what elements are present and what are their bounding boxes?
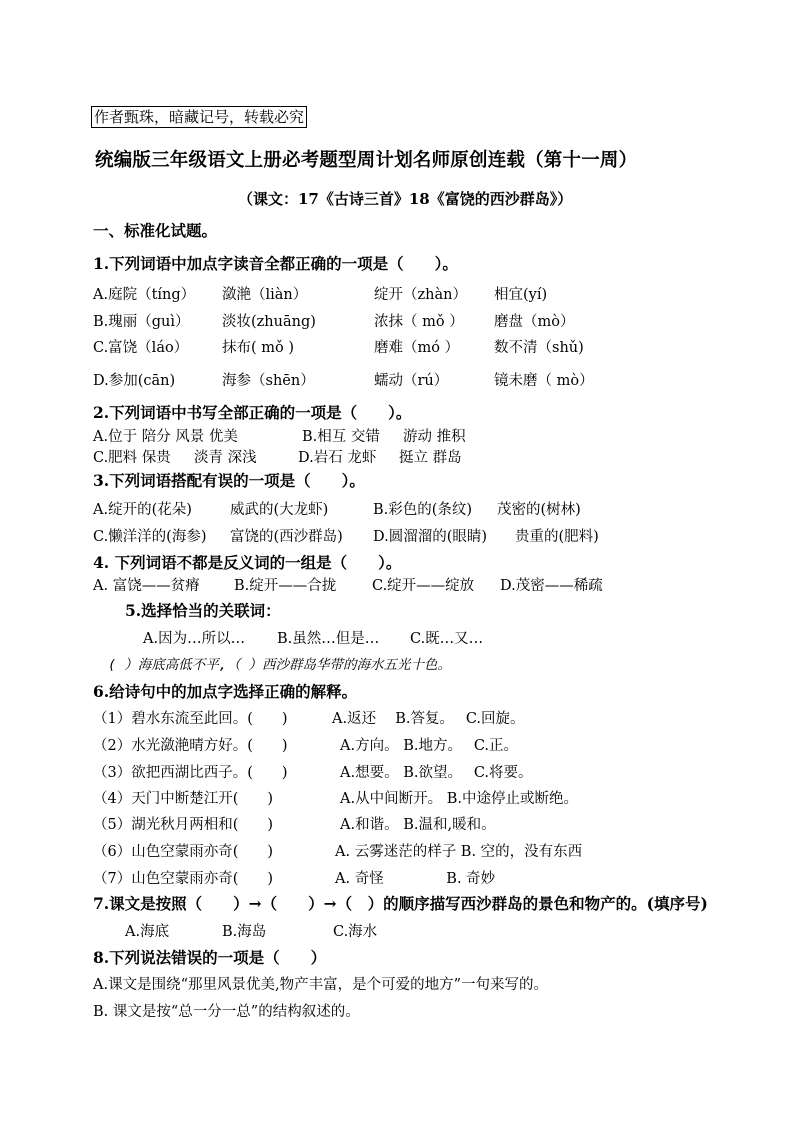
q6-item: （4）天门中断楚江开( ): [93, 791, 274, 807]
q1-option: 磨难（mó ）: [374, 340, 460, 356]
q1-option: 相宜(yí): [494, 287, 548, 303]
question-5-stem: 5.选择恰当的关联词：: [125, 601, 281, 620]
q4-option: B.绽开——合拢: [234, 578, 337, 594]
q6-item-options: A. 奇怪 B. 奇妙: [335, 871, 496, 887]
q6-item-options: A.返还 B.答复。 C.回旋。: [332, 711, 525, 727]
q1-option: 蠕动（rú）: [374, 373, 449, 389]
page-title: 统编版三年级语文上册必考题型周计划名师原创连载（第十一周）: [95, 150, 638, 171]
q3-option: 茂密的(树林): [497, 502, 581, 518]
q6-item-options: A. 云雾迷茫的样子 B. 空的，没有东西: [335, 844, 583, 860]
q3-option: D.圆溜溜的(眼睛): [373, 529, 488, 545]
q5-option: B.虽然…但是…: [277, 631, 380, 647]
q3-option: A.绽开的(花朵): [93, 502, 192, 518]
q1-option: 抹布( mǒ ): [222, 340, 295, 356]
q1-option: 磨盘（mò）: [494, 314, 575, 330]
q6-item-options: A.方向。 B.地方。 C.正。: [340, 738, 518, 754]
q6-item-options: A.和谐。 B.温和,暖和。: [340, 817, 496, 833]
q1-option: 海参（shēn）: [222, 373, 315, 389]
q7-option: A.海底: [125, 924, 170, 940]
q6-item: （1）碧水东流至此回。( ): [93, 711, 288, 727]
q6-item-options: A.从中间断开。 B.中途停止或断绝。: [340, 791, 578, 807]
q6-item: （7）山色空蒙雨亦奇( ): [93, 871, 274, 887]
q3-option: C.懒洋洋的(海参): [93, 529, 207, 545]
question-2-stem: 2.下列词语中书写全部正确的一项是（ ）。: [93, 403, 412, 422]
q4-option: A. 富饶——贫瘠: [93, 578, 200, 594]
q1-option: 淡妆(zhuāng): [222, 314, 316, 330]
q1-option: B.瑰丽（guì）: [93, 314, 190, 330]
q1-option: 绽开（zhàn）: [374, 287, 467, 303]
q7-option: C.海水: [333, 924, 378, 940]
q5-option: A.因为…所以…: [143, 631, 246, 647]
q1-option: 浓抹（ mǒ ）: [374, 314, 464, 330]
q1-option: 数不清（shǔ): [494, 340, 584, 356]
q1-option: D.参加(cān): [93, 373, 176, 389]
q1-option: 镜未磨（ mò）: [494, 373, 594, 389]
copyright-stamp: 作者甄珠，暗藏记号，转载必究: [91, 106, 307, 128]
question-4-stem: 4. 下列词语不都是反义词的一组是（ ）。: [93, 553, 402, 572]
question-1-stem: 1.下列词语中加点字读音全都正确的一项是（ ）。: [93, 254, 458, 273]
q2-option: D.岩石 龙虾: [298, 450, 377, 466]
q5-option: C.既…又…: [410, 631, 484, 647]
q4-option: D.茂密——稀疏: [500, 578, 603, 594]
question-3-stem: 3.下列词语搭配有误的一项是（ ）。: [93, 471, 365, 490]
q2-option: 淡青 深浅: [194, 450, 257, 466]
q6-item: （6）山色空蒙雨亦奇( ): [93, 844, 274, 860]
q3-option: 贵重的(肥料): [515, 529, 599, 545]
q1-option: 潋滟（liàn）: [222, 287, 308, 303]
q4-option: C.绽开——绽放: [372, 578, 475, 594]
q3-option: B.彩色的(条纹): [373, 502, 473, 518]
q2-option: 挺立 群岛: [399, 450, 462, 466]
q2-option: A.位于 陪分 风景 优美: [93, 429, 238, 445]
q1-option: C.富饶（láo）: [93, 340, 189, 356]
q2-option: 游动 推积: [403, 429, 466, 445]
q6-item: （3）欲把西湖比西子。( ): [93, 765, 288, 781]
q6-item-options: A.想要。 B.欲望。 C.将要。: [340, 765, 533, 781]
q3-option: 富饶的(西沙群岛): [230, 529, 343, 545]
question-6-stem: 6.给诗句中的加点字选择正确的解释。: [93, 682, 358, 701]
q1-option: A.庭院（tíng）: [93, 287, 196, 303]
q7-option: B.海岛: [222, 924, 267, 940]
question-8-stem: 8.下列说法错误的一项是（ ）: [93, 948, 327, 967]
q2-option: B.相互 交错: [302, 429, 380, 445]
q5-sentence: ( ）海底高低不平,（ ）西沙群岛华带的海水五光十色。: [108, 657, 452, 673]
q8-line: A.课文是围绕“那里风景优美,物产丰富，是个可爱的地方”一句来写的。: [93, 977, 549, 993]
section-heading: 一、标准化试题。: [93, 221, 218, 240]
q8-line: B. 课文是按“总一分一总”的结构叙述的。: [93, 1004, 360, 1020]
q6-item: （5）湖光秋月两相和( ): [93, 817, 274, 833]
question-7-stem: 7.课文是按照（ ）→（ ）→（ ）的顺序描写西沙群岛的景色和物产的。(填序号): [93, 894, 708, 913]
q3-option: 威武的(大龙虾): [230, 502, 329, 518]
page-subtitle: （课文：17《古诗三首》18《富饶的西沙群岛》）: [238, 190, 573, 208]
q2-option: C.肥料 保贵: [93, 450, 171, 466]
q6-item: （2）水光潋滟晴方好。( ): [93, 738, 288, 754]
